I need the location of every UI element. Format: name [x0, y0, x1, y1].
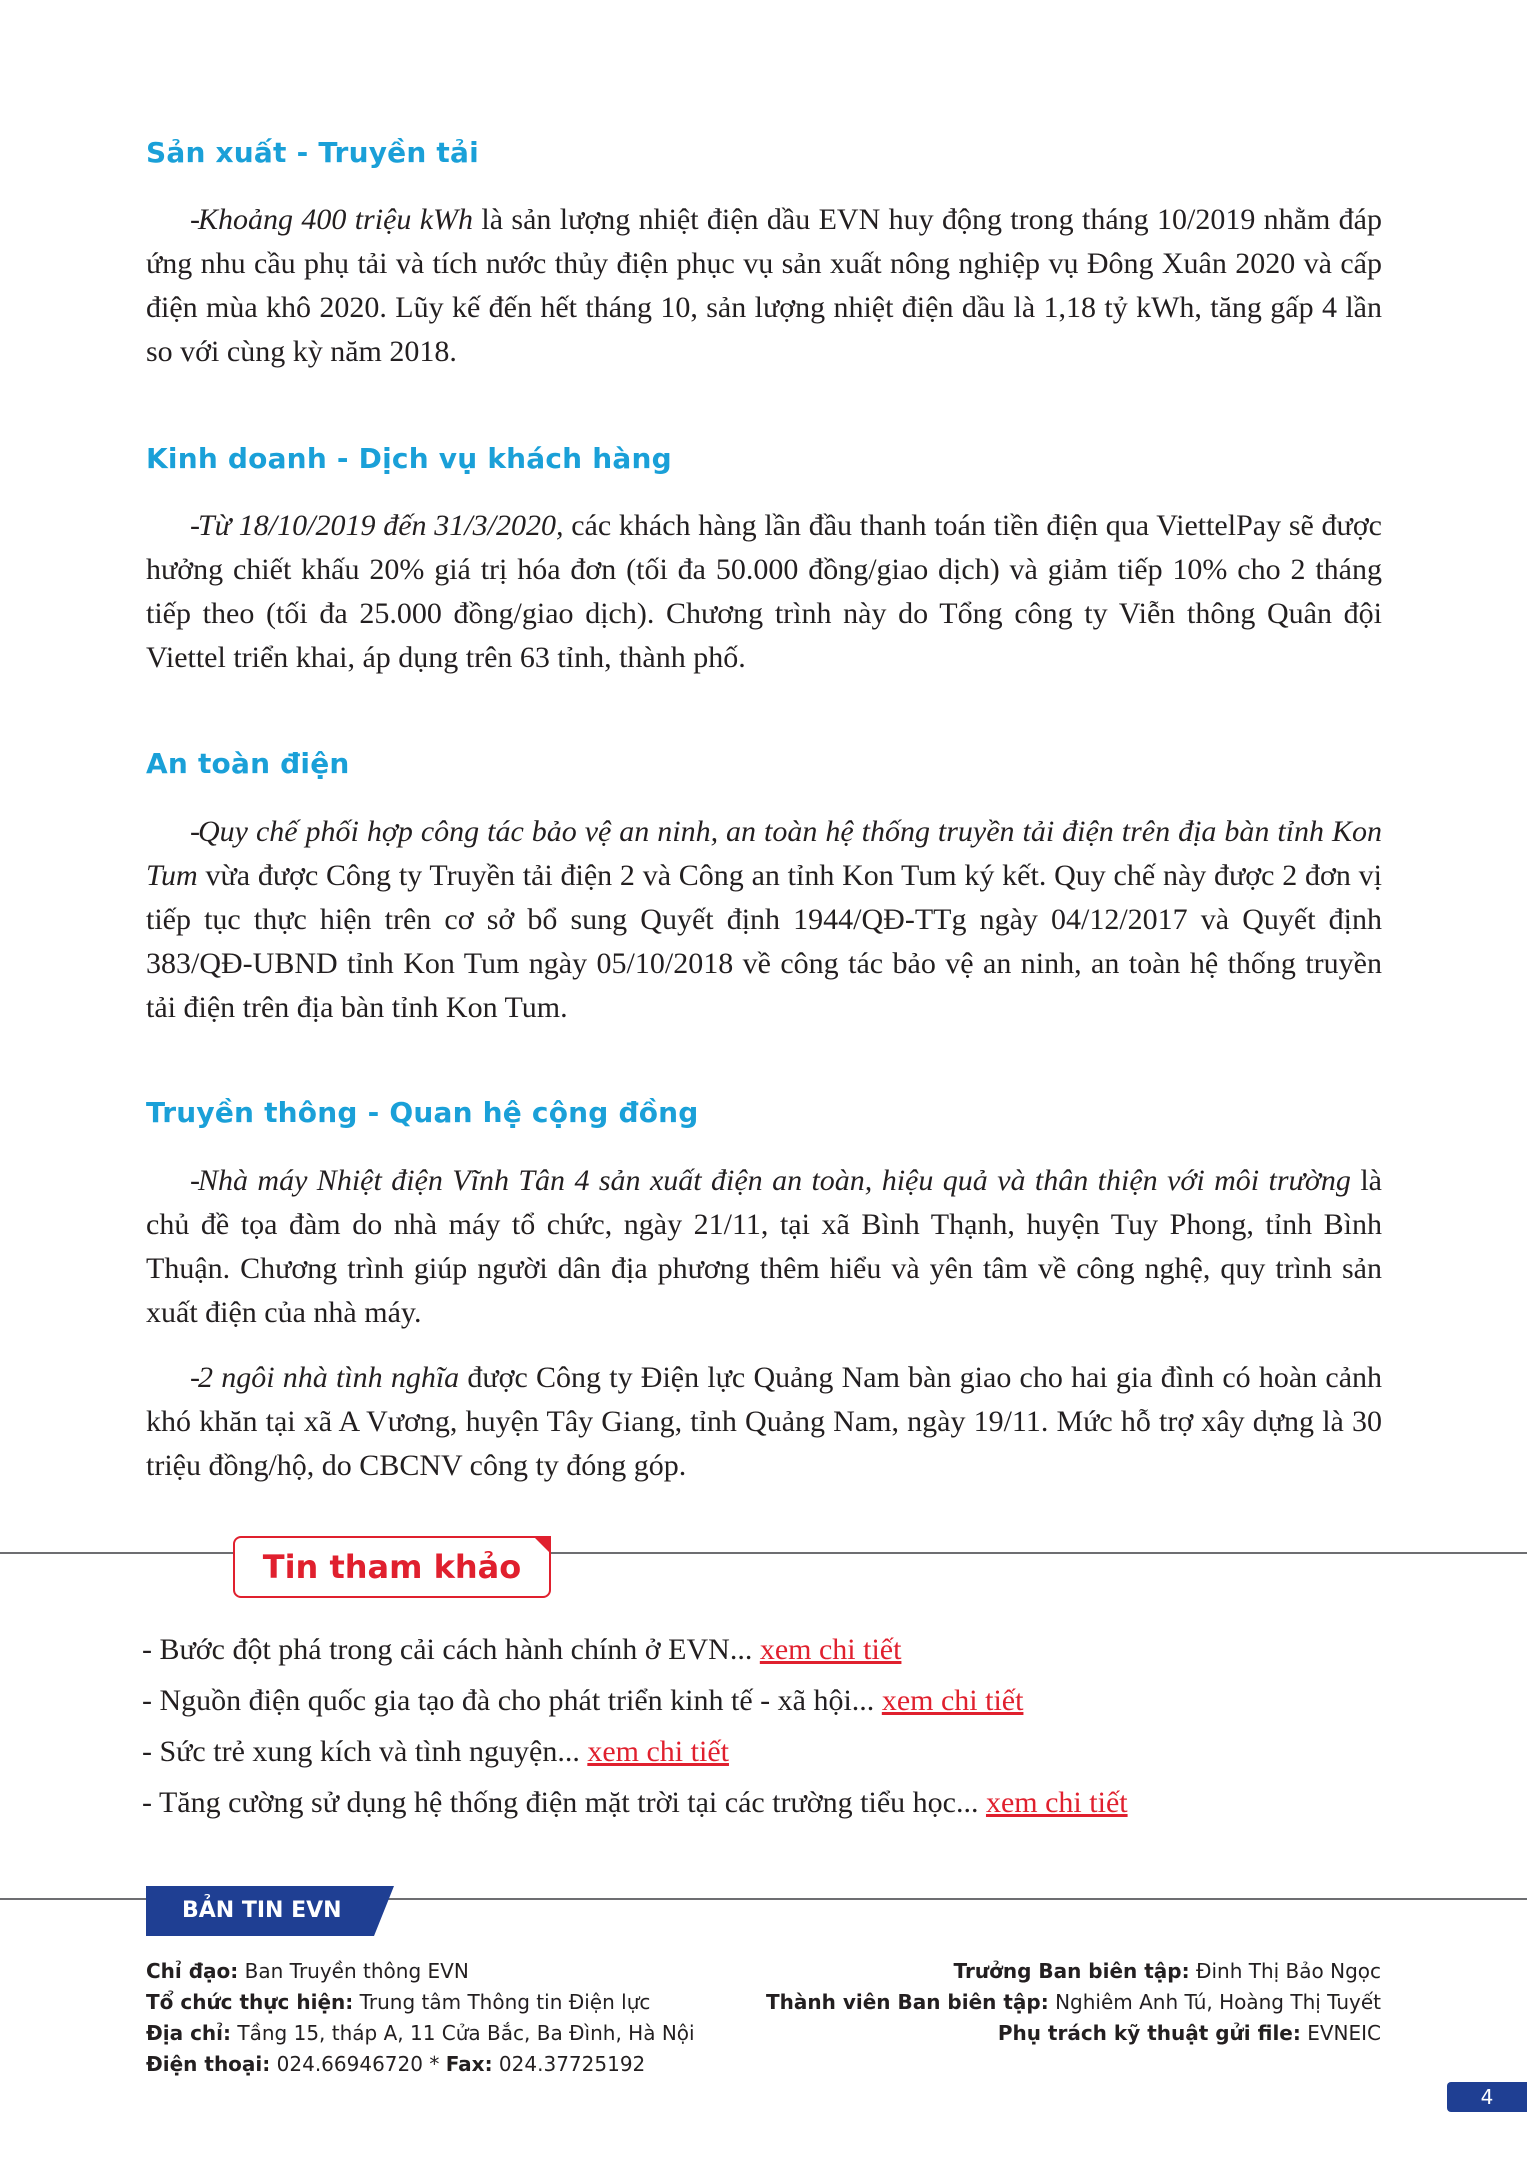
credit-line [146, 2049, 695, 2080]
paragraph-lead: 2 ngôi nhà tình nghĩa [198, 1361, 460, 1394]
list-item [142, 1726, 1128, 1777]
credit-value: Trung tâm Thông tin Điện lực [353, 1990, 651, 2014]
paragraph-text: vừa được Công ty Truyền tải điện 2 và Công an tỉnh Kon Tum ký kết. Quy chế này được 2 đơn vị tiếp tục thực hiện trên cơ sở bổ sung Quyết định 1944/QĐ-TTg ngày 04/12/2017 và Quyết định 383/QĐ-UBND tỉnh Kon Tum ngày 05/10/2018 về công tác bảo vệ an ninh, an toàn hệ thống truyền tải điện trên địa bàn tỉnh Kon Tum. [146, 859, 1382, 1024]
brand-notch-shape [374, 1886, 394, 1936]
reference-text: - Bước đột phá trong cải cách hành chính ở EVN... [142, 1633, 760, 1666]
see-details-link[interactable]: xem chi tiết [587, 1735, 729, 1768]
bullet-dash: - [190, 203, 200, 236]
reference-text: - Tăng cường sử dụng hệ thống điện mặt trời tại các trường tiểu học... [142, 1786, 986, 1819]
section-title-truyen-thong: Truyền thông - Quan hệ cộng đồng [146, 1096, 699, 1129]
credit-line [766, 1987, 1381, 2018]
list-item [142, 1675, 1128, 1726]
reference-header-box [233, 1536, 551, 1598]
credit-label: Trưởng Ban biên tập: [953, 1959, 1190, 1983]
credit-line [146, 1987, 695, 2018]
list-item [142, 1624, 1128, 1675]
bullet-dash: - [190, 1164, 200, 1197]
credit-value: Đinh Thị Bảo Ngọc [1189, 1959, 1381, 1983]
bullet-dash: - [190, 509, 200, 542]
paragraph-lead: Khoảng 400 triệu kWh [198, 203, 474, 236]
paragraph-lead: Quy chế phối hợp công tác bảo vệ an ninh, an toàn hệ thống truyền tải điện trên địa bàn tỉnh Kon Tum [146, 815, 1382, 892]
credit-label: Thành viên Ban biên tập: [766, 1990, 1049, 2014]
credit-line [766, 2018, 1381, 2049]
reference-divider [0, 1552, 1527, 1554]
reference-text: - Sức trẻ xung kích và tình nguyện... [142, 1735, 588, 1768]
see-details-link[interactable]: xem chi tiết [759, 1633, 902, 1666]
paragraph [146, 810, 1382, 1030]
credit-label: Điện thoại: [146, 2052, 271, 2076]
credit-line [766, 1956, 1381, 1987]
paragraph-text: là chủ đề tọa đàm do nhà máy tổ chức, ngày 21/11, tại xã Bình Thạnh, huyện Tuy Phong, tỉnh Bình Thuận. Chương trình giúp người dân địa phương thêm hiểu và yên tâm về công nghệ, quy trình sản xuất điện của nhà máy. [146, 1164, 1382, 1329]
paragraph-text: các khách hàng lần đầu thanh toán tiền điện qua ViettelPay sẽ được hưởng chiết khấu 20% giá trị hóa đơn (tối đa 50.000 đồng/giao dịch) và giảm tiếp 10% cho 2 tháng tiếp theo (tối đa 25.000 đồng/giao dịch). Chương trình này do Tổng công ty Viễn thông Quân đội Viettel triển khai, áp dụng trên 63 tỉnh, thành phố. [146, 509, 1382, 674]
brand-label [146, 1886, 374, 1936]
credit-value: 024.37725192 [492, 2052, 646, 2076]
credit-line [146, 2018, 695, 2049]
reference-text: - Nguồn điện quốc gia tạo đà cho phát triển kinh tế - xã hội... [142, 1684, 882, 1717]
credit-label: Chỉ đạo: [146, 1959, 239, 1983]
credit-value: 024.66946720 * [270, 2052, 446, 2076]
see-details-link[interactable]: xem chi tiết [985, 1786, 1128, 1819]
section-title-kinh-doanh: Kinh doanh - Dịch vụ khách hàng [146, 442, 672, 475]
reference-title: Tin tham khảo [262, 1548, 522, 1586]
bullet-dash: - [190, 1361, 200, 1394]
section-title-an-toan-dien: An toàn điện [146, 747, 350, 780]
credit-value: Ban Truyền thông EVN [238, 1959, 469, 1983]
bullet-dash: - [190, 815, 200, 848]
section-title-san-xuat: Sản xuất - Truyền tải [146, 136, 479, 169]
paragraph-lead: Từ 18/10/2019 đến 31/3/2020, [198, 509, 564, 542]
paragraph-text: là sản lượng nhiệt điện dầu EVN huy động trong tháng 10/2019 nhằm đáp ứng nhu cầu phụ tải và tích nước thủy điện phục vụ sản xuất nông nghiệp vụ Đông Xuân 2020 và cấp điện mùa khô 2020. Lũy kế đến hết tháng 10, sản lượng nhiệt điện dầu là 1,18 tỷ kWh, tăng gấp 4 lần so với cùng kỳ năm 2018. [146, 203, 1382, 368]
credit-label: Fax: [445, 2052, 493, 2076]
credits-right [766, 1956, 1381, 2049]
page-number: 4 [1447, 2082, 1527, 2112]
paragraph [146, 1356, 1382, 1488]
credit-value: Tầng 15, tháp A, 11 Cửa Bắc, Ba Đình, Hà Nội [231, 2021, 695, 2045]
brand-text: BẢN TIN EVN [182, 1898, 342, 1923]
reference-list [142, 1624, 1128, 1828]
paragraph [146, 504, 1382, 680]
paragraph-lead: Nhà máy Nhiệt điện Vĩnh Tân 4 sản xuất điện an toàn, hiệu quả và thân thiện với môi trường [198, 1164, 1351, 1197]
credits-left [146, 1956, 695, 2080]
see-details-link[interactable]: xem chi tiết [881, 1684, 1024, 1717]
paragraph-text: được Công ty Điện lực Quảng Nam bàn giao cho hai gia đình có hoàn cảnh khó khăn tại xã A Vương, huyện Tây Giang, tỉnh Quảng Nam, ngày 19/11. Mức hỗ trợ xây dựng là 30 triệu đồng/hộ, do CBCNV công ty đóng góp. [146, 1361, 1383, 1482]
paragraph [146, 198, 1382, 374]
list-item [142, 1777, 1128, 1828]
paragraph [146, 1159, 1382, 1335]
credit-label: Địa chỉ: [146, 2021, 232, 2045]
credit-line [146, 1956, 695, 1987]
credit-value: EVNEIC [1300, 2021, 1381, 2045]
credit-label: Tổ chức thực hiện: [146, 1990, 354, 2014]
credit-label: Phụ trách kỹ thuật gửi file: [997, 2021, 1301, 2045]
credit-value: Nghiêm Anh Tú, Hoàng Thị Tuyết [1048, 1990, 1381, 2014]
